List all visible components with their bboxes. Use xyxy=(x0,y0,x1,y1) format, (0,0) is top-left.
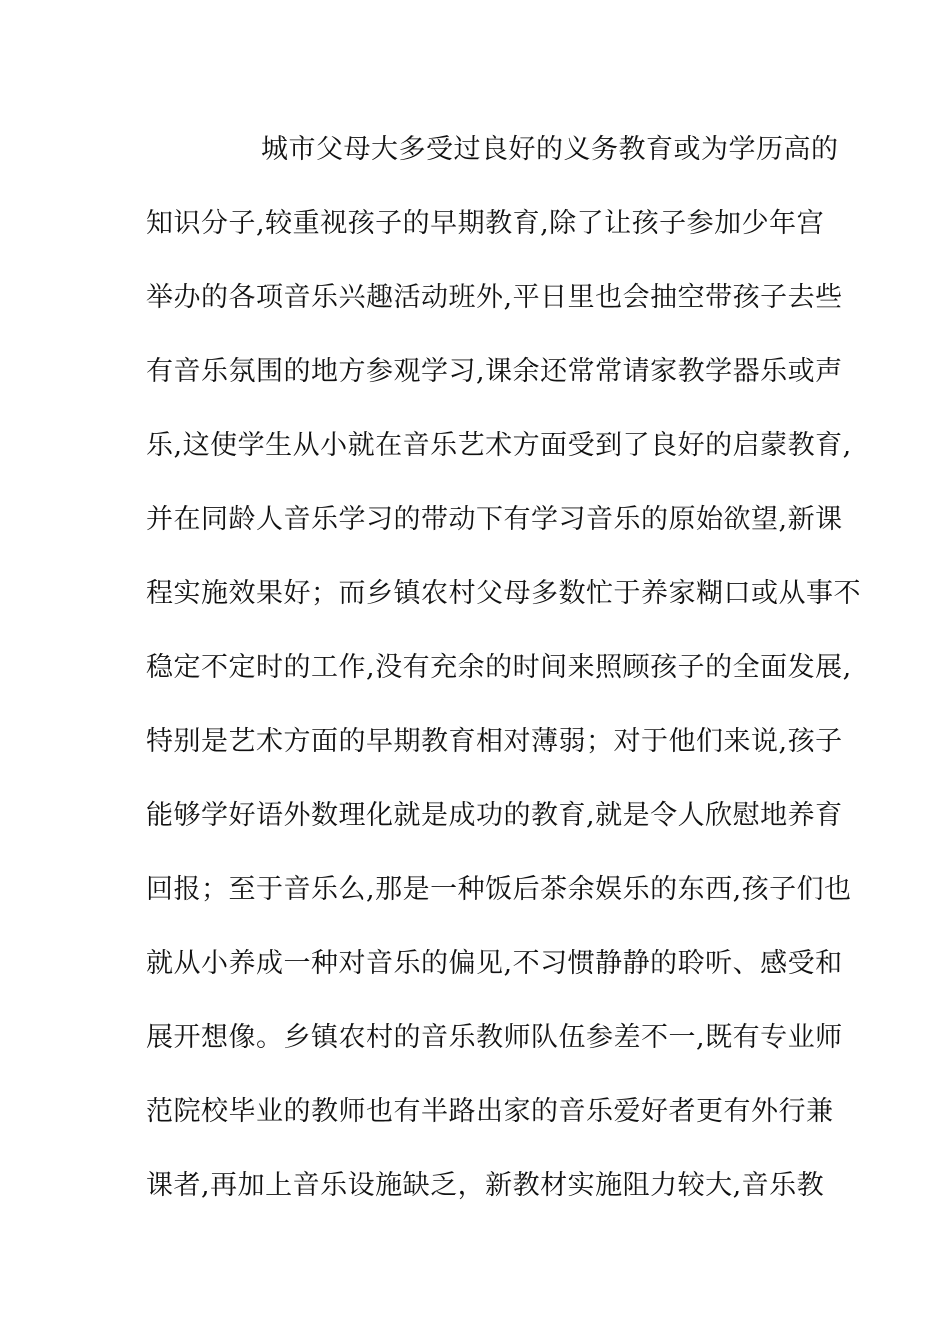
text-line: 举办的各项音乐兴趣活动班外,平日里也会抽空带孩子去些 xyxy=(146,282,843,313)
text-line: 就从小养成一种对音乐的偏见,不习惯静静的聆听、感受和 xyxy=(146,948,843,979)
text-line: 程实施效果好；而乡镇农村父母多数忙于养家糊口或从事不 xyxy=(146,578,861,609)
text-line: 乐,这使学生从小就在音乐艺术方面受到了良好的启蒙教育, xyxy=(146,430,852,461)
text-line: 回报；至于音乐么,那是一种饭后茶余娱乐的东西,孩子们也 xyxy=(146,874,852,905)
text-line: 稳定不定时的工作,没有充余的时间来照顾孩子的全面发展, xyxy=(146,652,852,683)
text-line: 特别是艺术方面的早期教育相对薄弱；对于他们来说,孩子 xyxy=(146,726,843,757)
text-line: 城市父母大多受过良好的义务教育或为学历高的 xyxy=(261,134,839,165)
text-line: 范院校毕业的教师也有半路出家的音乐爱好者更有外行兼 xyxy=(146,1096,834,1127)
text-line: 有音乐氛围的地方参观学习,课余还常常请家教学器乐或声 xyxy=(146,356,843,387)
body-paragraph xyxy=(146,128,861,1238)
text-line: 并在同龄人音乐学习的带动下有学习音乐的原始欲望,新课 xyxy=(146,504,843,535)
text-line: 知识分子,较重视孩子的早期教育,除了让孩子参加少年宫 xyxy=(146,208,825,239)
text-line: 能够学好语外数理化就是成功的教育,就是令人欣慰地养育 xyxy=(146,800,843,831)
text-line: 展开想像。乡镇农村的音乐教师队伍参差不一,既有专业师 xyxy=(146,1022,843,1053)
text-line: 课者,再加上音乐设施缺乏，新教材实施阻力较大,音乐教 xyxy=(146,1170,825,1201)
